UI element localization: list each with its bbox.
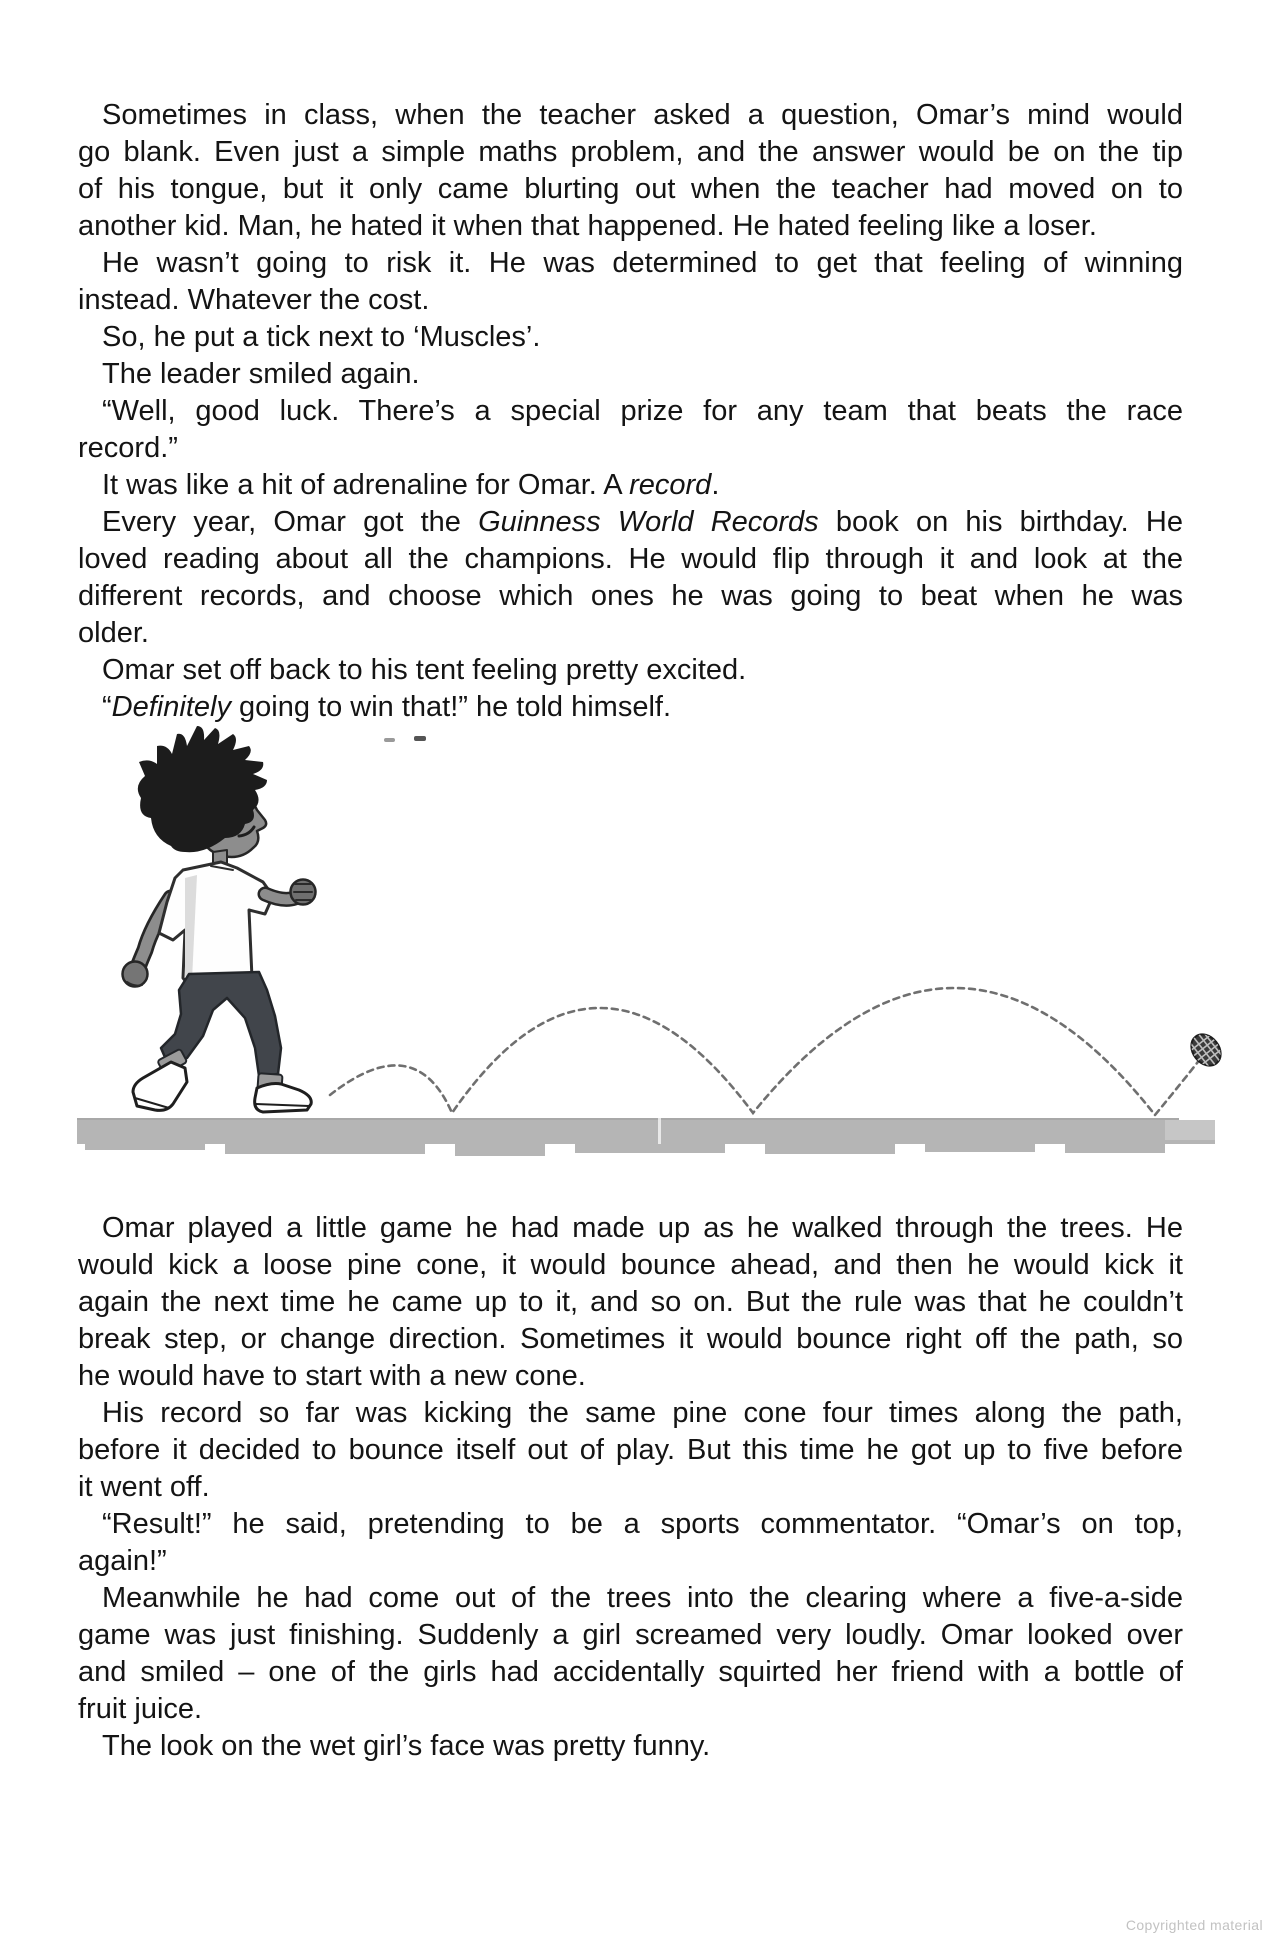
- paragraph: [78, 393, 1183, 467]
- boy-front-arm: [265, 880, 316, 905]
- text-line: Omar played a little game he had made up as he walked through the trees. He: [102, 1212, 1183, 1244]
- text-line: again!”: [78, 1545, 167, 1577]
- paragraph: [78, 1506, 1183, 1580]
- text-line: would kick a loose pine cone, it would bounce ahead, and then he would kick it: [78, 1249, 1183, 1281]
- text-line: before it decided to bounce itself out of play. But this time he got up to five before: [78, 1434, 1183, 1466]
- text-line: “Definitely going to win that!” he told himself.: [102, 691, 672, 723]
- story-text-bottom: [78, 1210, 1183, 1765]
- text-line: record.”: [78, 432, 178, 464]
- text-line: “Result!” he said, pretending to be a sports commentator. “Omar’s on top,: [102, 1508, 1183, 1540]
- text-line: of his tongue, but it only came blurting out when the teacher had moved on to: [78, 173, 1183, 205]
- text-line: and smiled – one of the girls had accidentally squirted her friend with a bottle of: [78, 1656, 1183, 1688]
- paragraph: [78, 97, 1183, 245]
- text-line: different records, and choose which ones he was going to beat when he was: [78, 580, 1183, 612]
- text-line: another kid. Man, he hated it when that happened. He hated feeling like a loser.: [78, 210, 1097, 242]
- bounce-trajectory-dotted: [330, 988, 1201, 1115]
- paragraph: [78, 467, 1183, 504]
- paragraph: [78, 504, 1183, 652]
- text-line: Sometimes in class, when the teacher asked a question, Omar’s mind would: [102, 99, 1183, 131]
- text-line: Every year, Omar got the Guinness World Records book on his birthday. He: [102, 506, 1183, 538]
- story-text-top: [78, 97, 1183, 726]
- text-line: older.: [78, 617, 149, 649]
- text-line: game was just finishing. Suddenly a girl screamed very loudly. Omar looked over: [78, 1619, 1183, 1651]
- ink-specks: [384, 736, 426, 742]
- illustration-boy-kicking-pine-cone: [75, 718, 1240, 1183]
- paragraph: [78, 1395, 1183, 1506]
- text-line: instead. Whatever the cost.: [78, 284, 430, 316]
- text-line: The leader smiled again.: [102, 358, 420, 390]
- boy-back-shoe: [133, 1062, 187, 1110]
- paragraph: [78, 652, 1183, 689]
- text-line: He wasn’t going to risk it. He was determined to get that feeling of winning: [102, 247, 1183, 279]
- text-line: go blank. Even just a simple maths problem, and the answer would be on the tip: [78, 136, 1183, 168]
- text-line: Omar set off back to his tent feeling pretty excited.: [102, 654, 747, 686]
- text-line: it went off.: [78, 1471, 210, 1503]
- paragraph: [78, 356, 1183, 393]
- paragraph: [78, 1210, 1183, 1395]
- text-line: The look on the wet girl’s face was pretty funny.: [102, 1730, 711, 1762]
- ground-strip: [77, 1118, 1215, 1156]
- pine-cone: [1184, 1027, 1228, 1073]
- text-line: loved reading about all the champions. He would flip through it and look at the: [78, 543, 1183, 575]
- copyright-watermark: Copyrighted material: [1125, 1917, 1263, 1933]
- text-line: again the next time he came up to it, and so on. But the rule was that he couldn’t: [78, 1286, 1183, 1318]
- text-line: It was like a hit of adrenaline for Omar. A record.: [102, 469, 720, 501]
- text-line: Meanwhile he had come out of the trees into the clearing where a five-a-side: [102, 1582, 1183, 1614]
- text-line: “Well, good luck. There’s a special prize for any team that beats the race: [102, 395, 1183, 427]
- boy-front-shoe: [255, 1084, 312, 1113]
- boy-tshirt: [159, 862, 273, 986]
- text-line: His record so far was kicking the same pine cone four times along the path,: [102, 1397, 1183, 1429]
- paragraph: [78, 1580, 1183, 1728]
- paragraph: [78, 245, 1183, 319]
- text-line: he would have to start with a new cone.: [78, 1360, 586, 1392]
- paragraph: [78, 1728, 1183, 1765]
- text-line: So, he put a tick next to ‘Muscles’.: [102, 321, 541, 353]
- paragraph: [78, 319, 1183, 356]
- text-line: break step, or change direction. Sometimes it would bounce right off the path, so: [78, 1323, 1183, 1355]
- text-line: fruit juice.: [78, 1693, 203, 1725]
- boy-character: [123, 726, 316, 1112]
